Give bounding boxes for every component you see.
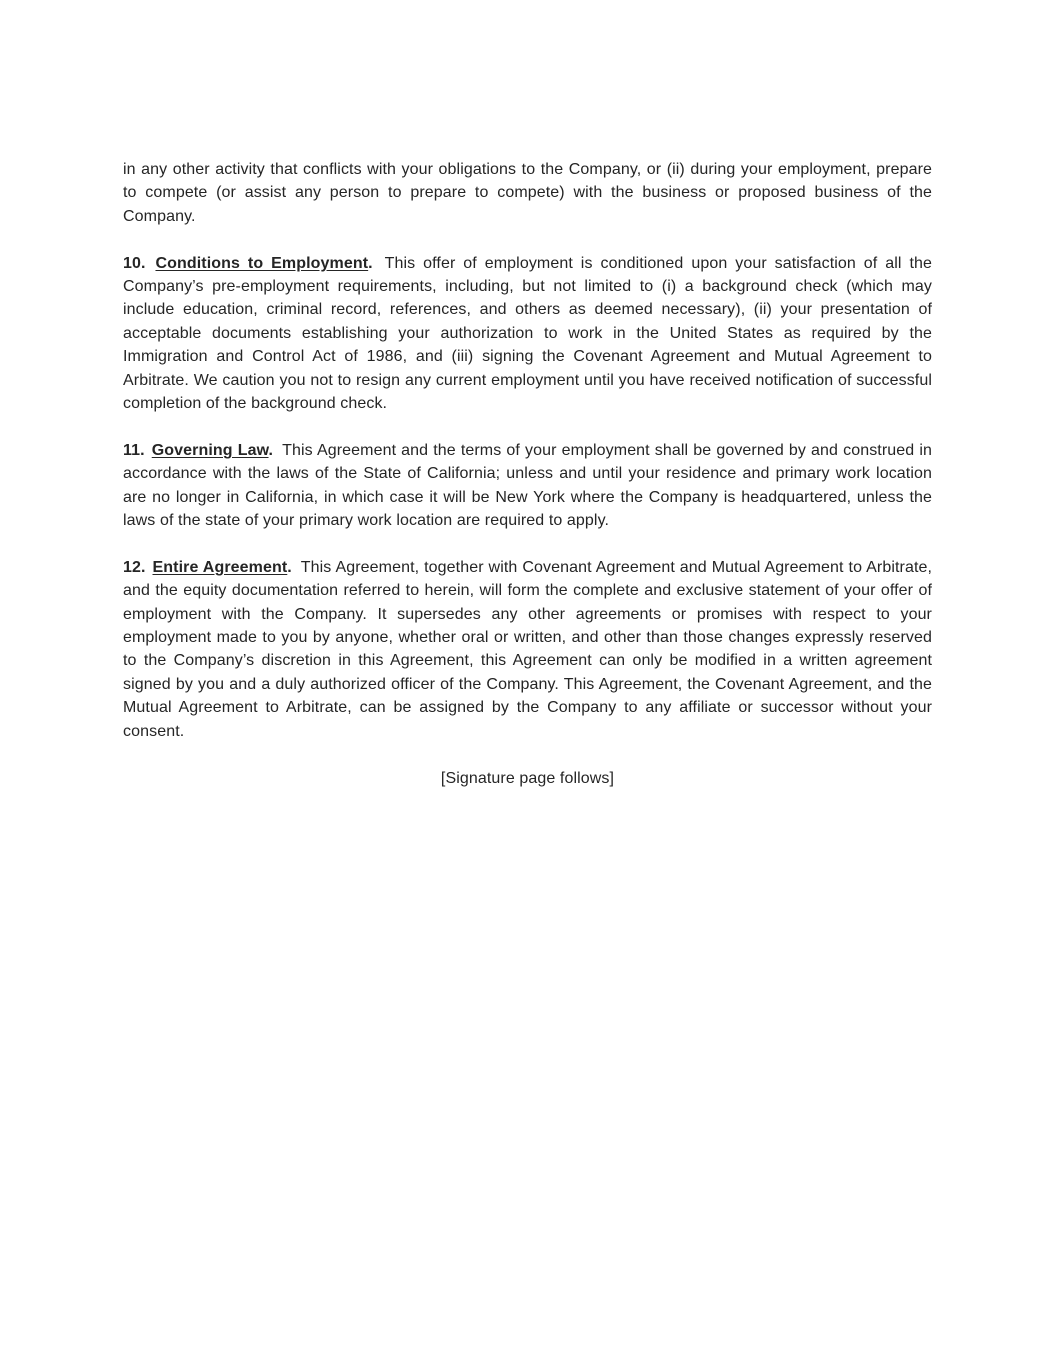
section-10-number: 10. [123, 254, 146, 272]
section-11-paragraph [123, 439, 932, 533]
continuation-paragraph: in any other activity that conflicts with your obligations to the Company, or (ii) during your employment, prepare to compete (or assist any person to prepare to compete) with the business or proposed business of the Company. [123, 161, 932, 225]
section-10-paragraph [123, 252, 932, 416]
section-11-title: Governing Law [151, 441, 269, 459]
section-12-number: 12. [123, 558, 146, 576]
section-12-body: This Agreement, together with Covenant Agreement and Mutual Agreement to Arbitrate, and the equity documentation referred to herein, will form the complete and exclusive statement of your offer of employment with the Company. It supersedes any other agreements or promises with respect to your employment made to you by anyone, whether oral or written, and other than those changes expressly reserved to the Company’s discretion in this Agreement, this Agreement can only be modified in a written agreement signed by you and a duly authorized officer of the Company. This Agreement, the Covenant Agreement, and the Mutual Agreement to Arbitrate, can be assigned by the Company to any affiliate or successor without your consent. [123, 558, 933, 740]
section-12-title: Entire Agreement [152, 558, 288, 576]
section-10-title-period: . [368, 254, 373, 272]
signature-page-note: [Signature page follows] [440, 769, 615, 787]
section-11-body: This Agreement and the terms of your employment shall be governed by and construed in accordance with the laws of the State of California; unless and until your residence and primary work location are no longer in California, in which case it will be New York where the Company is headquartered, unless the laws of the state of your primary work location are required to apply. [123, 441, 932, 530]
section-11-title-period: . [268, 441, 274, 459]
section-12-title-period: . [287, 558, 292, 576]
section-10-body: This offer of employment is conditioned upon your satisfaction of all the Company’s pre-employment requirements, including, but not limited to (i) a background check (which may include education, criminal record, references, and others as deemed necessary), (ii) your presentation of acceptable documents establishing your authorization to work in the United States as required by the Immigration and Control Act of 1986, and (iii) signing the Covenant Agreement and Mutual Agreement to Arbitrate. We caution you not to resign any current employment until you have received notification of successful completion of the background check. [123, 254, 933, 413]
section-10-title: Conditions to Employment [155, 254, 369, 272]
section-12-paragraph [123, 556, 932, 743]
section-11-number: 11. [123, 441, 145, 459]
